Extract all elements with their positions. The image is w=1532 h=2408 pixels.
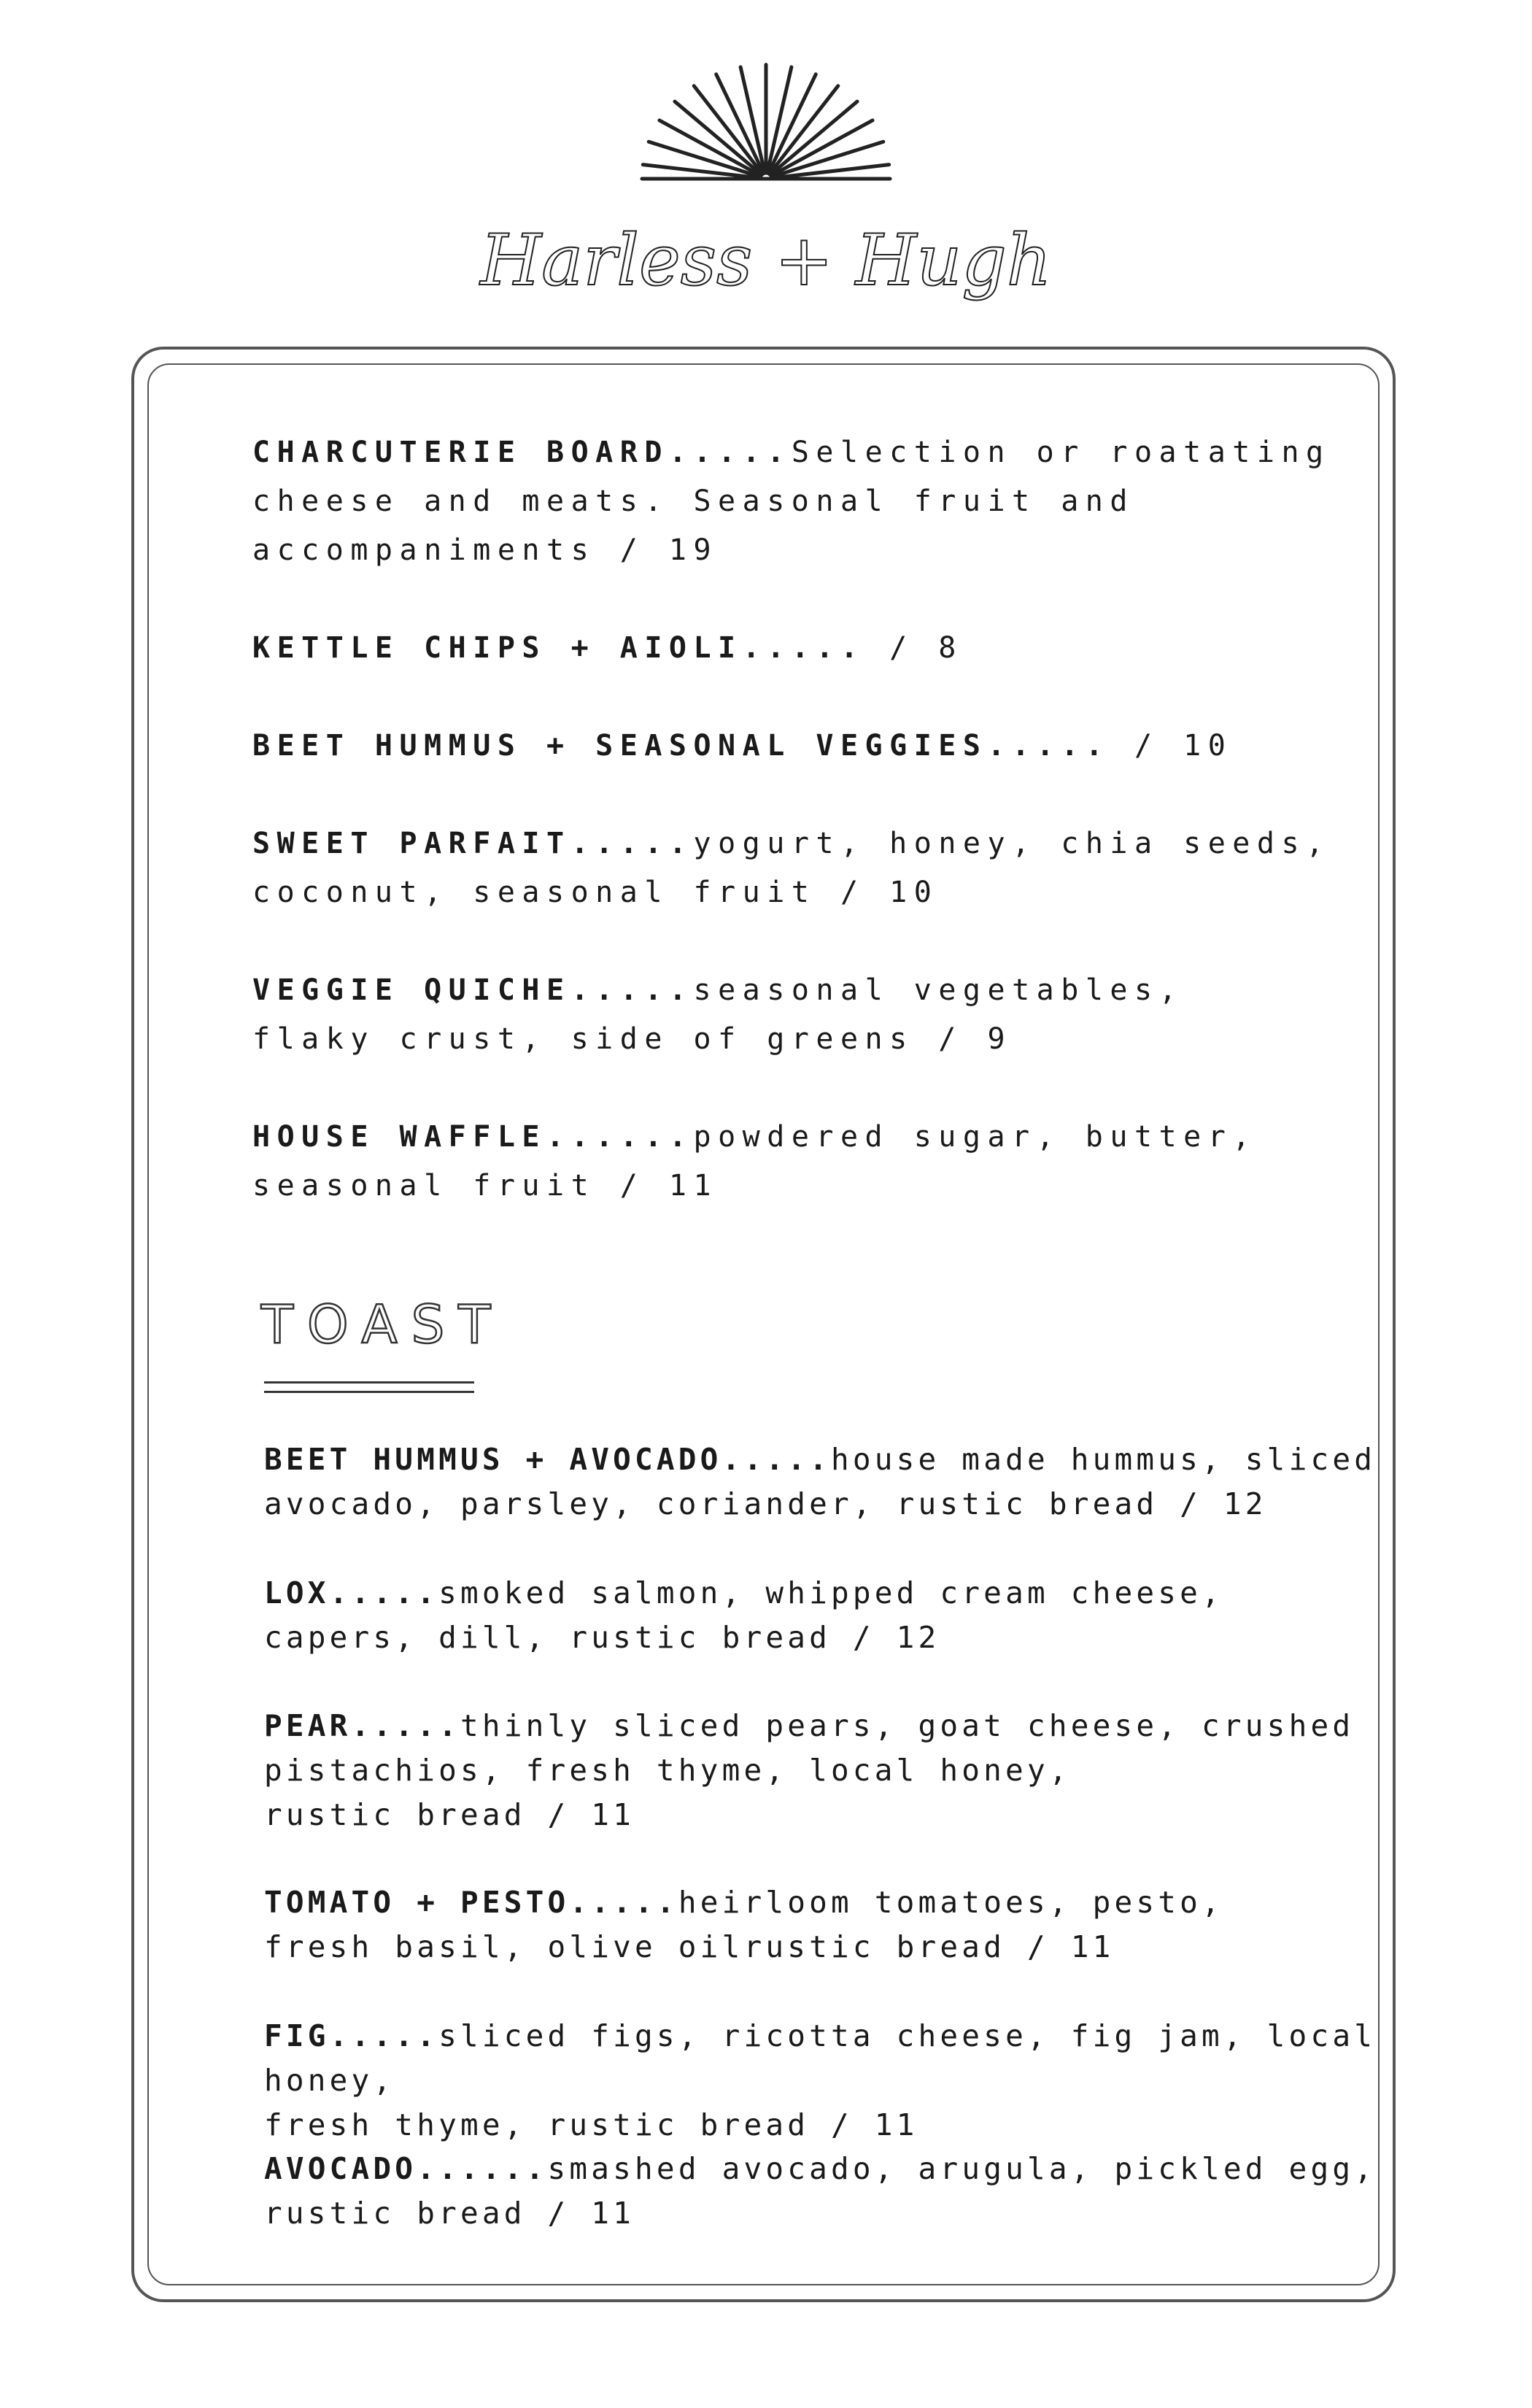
toast-item-avocado [264,2147,1388,2236]
toast-item-description: smashed avocado, arugula, pickled egg, rustic bread / 11 [264,2151,1377,2231]
toast-item-fig [264,2014,1388,2147]
menu-item-veggie-quiche [252,966,1347,1064]
menu-item-dots: ...... [546,1120,694,1154]
toast-item-description: sliced figs, ricotta cheese, fig jam, local honey, fresh thyme, rustic bread / 11 [264,2018,1377,2142]
section-heading-toast: TOAST [261,1294,505,1355]
menu-item-sweet-parfait [252,819,1347,917]
menu-item-dots: ..... [668,436,792,469]
brand-wordmark: Harless + Hugh [480,220,1052,301]
menu-item-kettle-chips [252,624,1347,673]
menu-item-charcuterie-board [252,428,1347,575]
menu-item-dots: ..... [742,631,865,665]
menu-item-name: SWEET PARFAIT [252,827,571,860]
toast-item-beet-hummus-avocado [264,1438,1388,1527]
menu-item-dots: ..... [570,973,694,1007]
menu-item-name: CHARCUTERIE BOARD [252,436,669,469]
toast-item-lox [264,1571,1388,1660]
menu-item-name: VEGGIE QUICHE [252,973,571,1007]
toast-item-dots: ..... [351,1708,460,1743]
menu-item-dots: ..... [570,827,694,860]
menu-item-beet-hummus-veggies [252,722,1347,771]
menu-item-name: HOUSE WAFFLE [252,1120,546,1154]
toast-item-tomato-pesto [264,1880,1388,1969]
toast-item-name: TOMATO + PESTO [264,1885,570,1920]
toast-item-name: LOX [264,1575,330,1610]
toast-item-name: BEET HUMMUS + AVOCADO [264,1442,722,1477]
toast-item-name: AVOCADO [264,2151,417,2186]
menu-item-name: BEET HUMMUS + SEASONAL VEGGIES [252,729,988,763]
toast-item-dots: ...... [417,2151,548,2186]
menu-item-house-waffle [252,1113,1347,1211]
brand-logo [480,212,1052,328]
toast-item-description: smoked salmon, whipped cream cheese, capers, dill, rustic bread / 12 [264,1575,1223,1655]
toast-item-description: house made hummus, sliced avocado, parsley, coriander, rustic bread / 12 [264,1442,1377,1521]
toast-item-dots: ..... [329,2018,439,2053]
toast-item-dots: ..... [329,1575,439,1610]
toast-item-dots: ..... [569,1885,678,1920]
toast-item-description: thinly sliced pears, goat cheese, crushed pistachios, fresh thyme, local honey, rustic bread / 11 [264,1708,1355,1832]
menu-item-description: seasonal vegetables, flaky crust, side of greens / 9 [252,973,1184,1056]
toast-item-name: PEAR [264,1708,352,1743]
heading-underline [264,1391,474,1393]
sunburst-icon [635,44,897,190]
toast-item-description: heirloom tomatoes, pesto, fresh basil, olive oilrustic bread / 11 [264,1885,1223,1964]
toast-item-pear [264,1704,1388,1837]
menu-item-dots: ..... [987,729,1110,763]
menu-item-description: powdered sugar, butter, seasonal fruit / 11 [252,1120,1257,1203]
menu-item-description: / 10 [1110,729,1233,763]
menu-item-description: Selection or roatating cheese and meats. Seasonal fruit and accompaniments / 19 [252,436,1331,567]
heading-underline [264,1381,474,1384]
toast-item-name: FIG [264,2018,330,2053]
toast-item-dots: ..... [721,1442,831,1477]
menu-item-description: yogurt, honey, chia seeds, coconut, seasonal fruit / 10 [252,827,1331,909]
menu-item-name: KETTLE CHIPS + AIOLI [252,631,743,665]
menu-item-description: / 8 [864,631,963,665]
